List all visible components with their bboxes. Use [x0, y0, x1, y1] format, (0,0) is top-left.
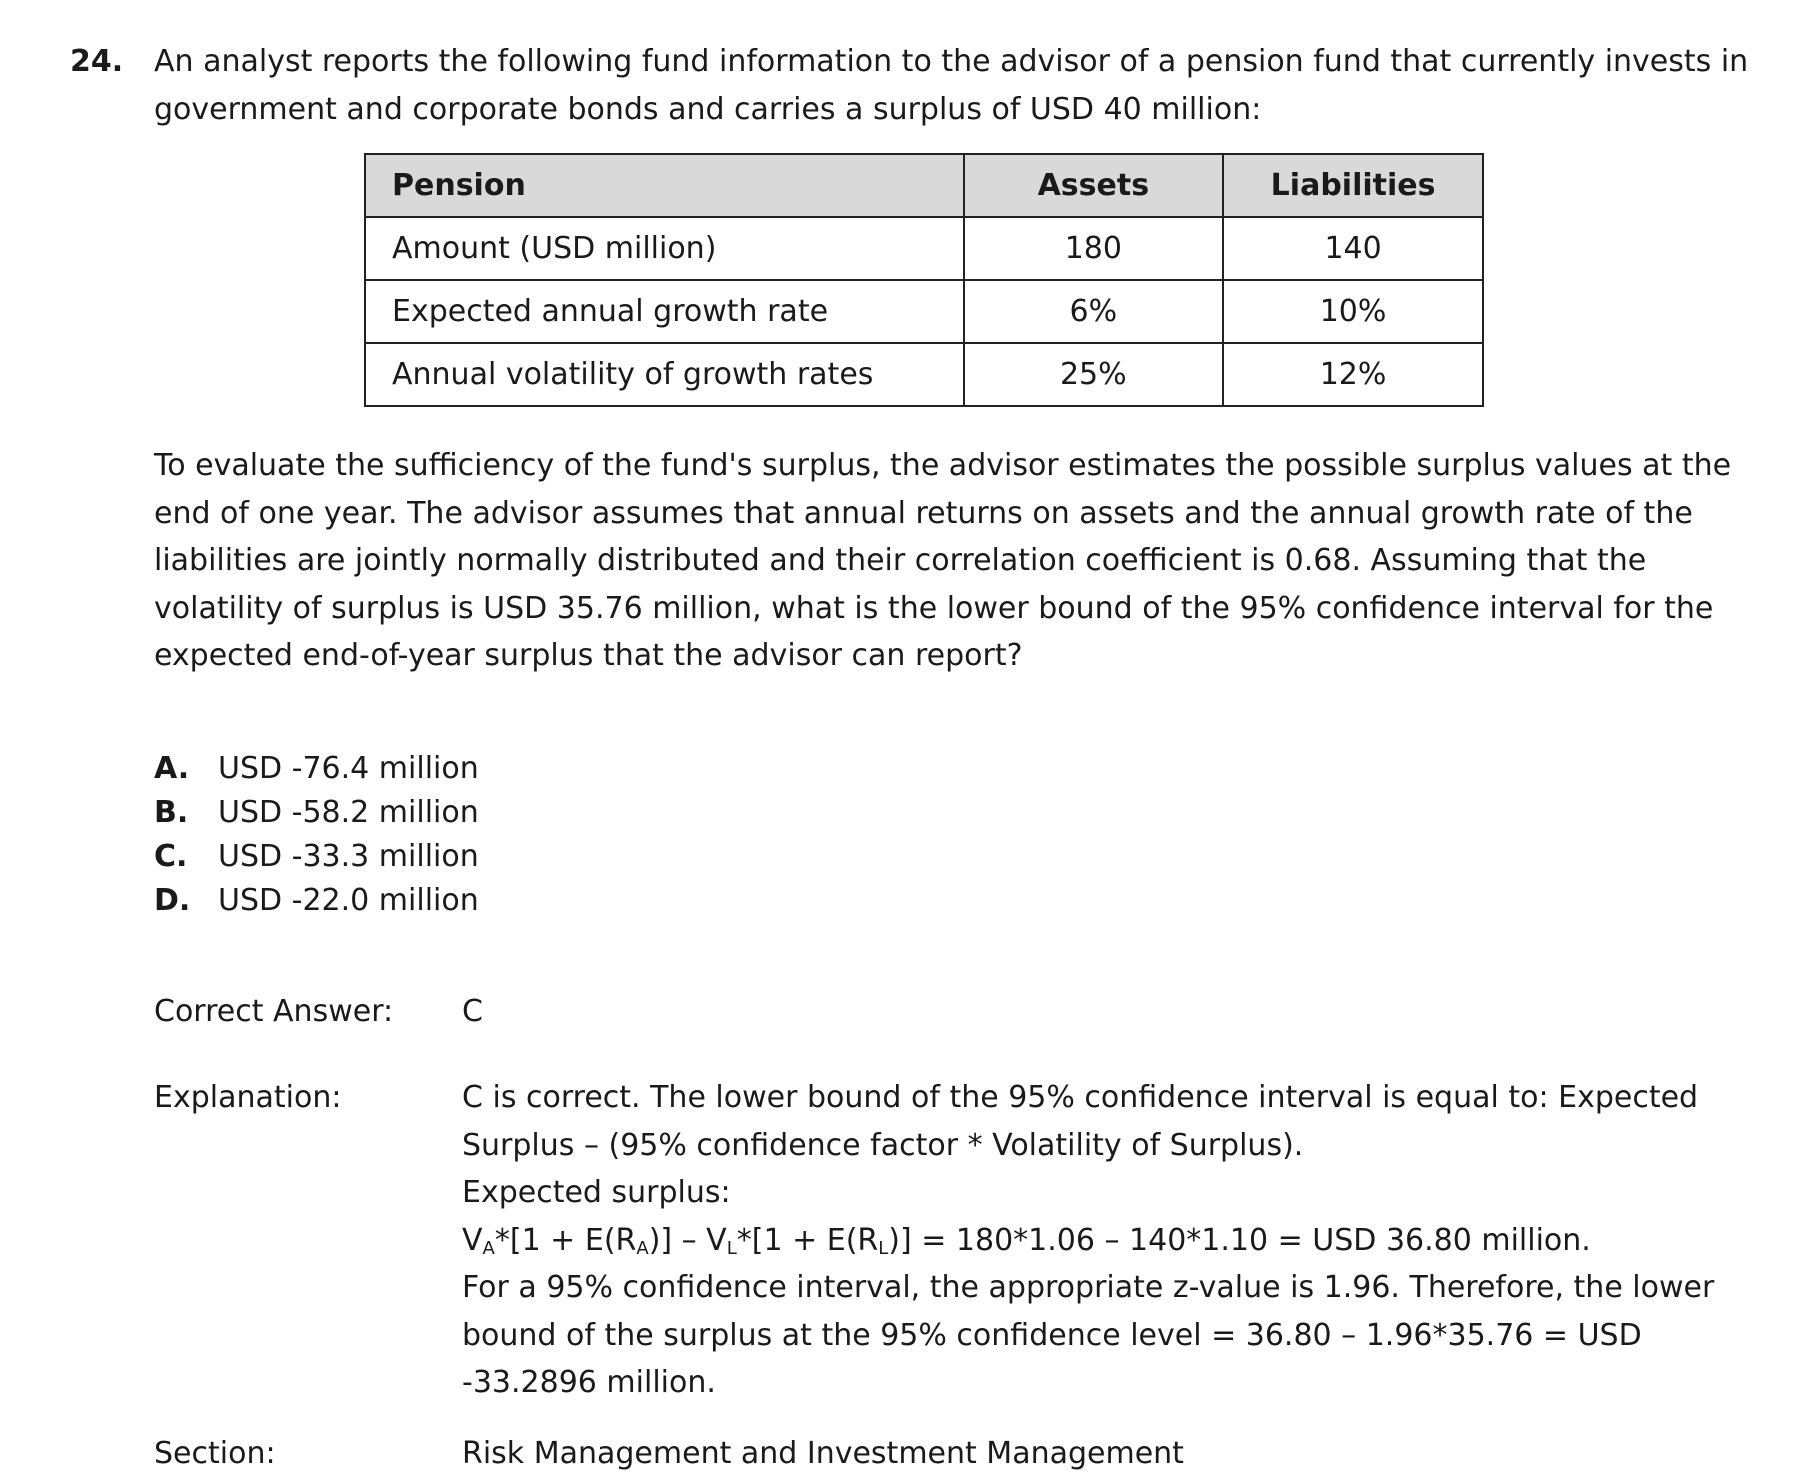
choice-letter: C.: [154, 839, 188, 874]
row-assets-value: 6%: [964, 280, 1224, 343]
row-liabilities-value: 10%: [1223, 280, 1483, 343]
header-pension: Pension: [365, 154, 964, 217]
table-header-row: [365, 154, 1483, 217]
choice-c[interactable]: [154, 835, 479, 879]
explanation-body: [462, 1074, 1782, 1407]
choice-text: USD -22.0 million: [218, 883, 479, 918]
question-intro: An analyst reports the following fund information to the advisor of a pension fund that currently invests in government and corporate bonds and carries a surplus of USD 40 million:: [154, 44, 1749, 127]
choice-text: USD -76.4 million: [218, 751, 479, 786]
row-label: Amount (USD million): [365, 217, 964, 280]
question-number: 24.: [70, 44, 124, 79]
question-prompt: To evaluate the sufficiency of the fund's surplus, the advisor estimates the possible surplus values at the end of one year. The advisor assumes that annual returns on assets and the annual growth rate of the liabilities are jointly normally distributed and their correlation coefficient is 0.68. Assuming that the volatility of surplus is USD 35.76 million, what is the lower bound of the 95% confidence interval for the expected end-of-year surplus that the advisor can report?: [154, 448, 1732, 673]
choice-d[interactable]: [154, 879, 479, 923]
header-liabilities: Liabilities: [1223, 154, 1483, 217]
choice-text: USD -58.2 million: [218, 795, 479, 830]
explanation-label: Explanation:: [154, 1080, 342, 1115]
choice-letter: D.: [154, 883, 191, 918]
pension-table: [364, 153, 1484, 407]
section-value: Risk Management and Investment Management: [462, 1436, 1184, 1471]
row-label: Annual volatility of growth rates: [365, 343, 964, 406]
section-label: Section:: [154, 1436, 276, 1471]
row-label: Expected annual growth rate: [365, 280, 964, 343]
correct-answer-value: C: [462, 994, 483, 1029]
explanation-line: For a 95% confidence interval, the appropriate z-value is 1.96. Therefore, the lower bound of the surplus at the 95% confidence level = 36.80 – 1.96*35.76 = USD -33.2896 million.: [462, 1270, 1715, 1400]
correct-answer-label: Correct Answer:: [154, 994, 394, 1029]
table-row: [365, 217, 1483, 280]
header-assets: Assets: [964, 154, 1224, 217]
choice-letter: B.: [154, 795, 189, 830]
choice-text: USD -33.3 million: [218, 839, 479, 874]
choice-a[interactable]: [154, 747, 479, 791]
explanation-formula: $V_A*[1 + E(R_A)] - V_L*[1 + E(R_L)] = 180*1.06 - 140*1.10$ = USD 36.80 million.: [462, 1222, 1591, 1259]
table-row: [365, 280, 1483, 343]
row-assets-value: 25%: [964, 343, 1224, 406]
row-liabilities-value: 140: [1223, 217, 1483, 280]
choice-letter: A.: [154, 751, 190, 786]
explanation-line: Expected surplus:: [462, 1175, 731, 1210]
row-assets-value: 180: [964, 217, 1224, 280]
choice-b[interactable]: [154, 791, 479, 835]
row-liabilities-value: 12%: [1223, 343, 1483, 406]
table-row: [365, 343, 1483, 406]
answer-choices: [154, 747, 479, 923]
explanation-line: C is correct. The lower bound of the 95% confidence interval is equal to: Expected Surplus – (95% confidence factor * Volatility of Surplus).: [462, 1080, 1699, 1163]
